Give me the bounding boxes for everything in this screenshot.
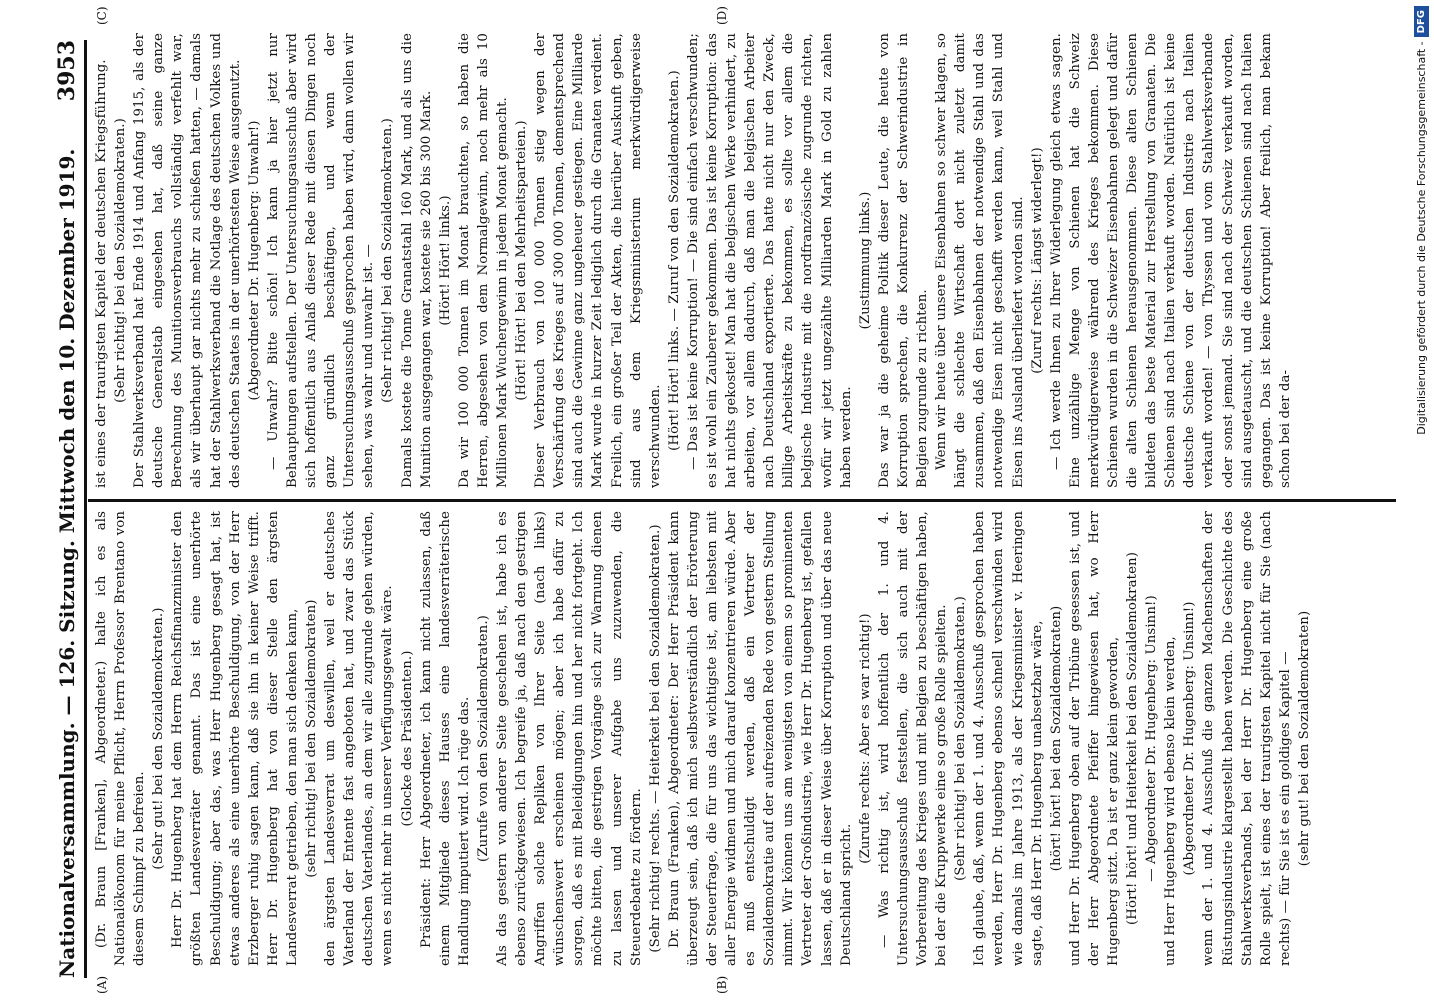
paragraph: Präsident: Herr Abgeordneter, ich kann nicht zulassen, daß einem Mitgliede dieses Hauses eine landesverräterische Handlung imputiert wird. Ich rüge das. <box>418 511 472 966</box>
paragraph: — Was richtig ist, wird hoffentlich der 1. und 4. Untersuchungsausschuß feststellen, die sich auch mit der Vorbereitung des Krieges und mit Belgien zu beschäftigen haben, bei der die Kruppwerke eine so große Rolle spielten. <box>876 511 950 966</box>
interjection: (Zurufe von den Sozialdemokraten.) <box>475 615 491 862</box>
interjection: (hört! hört! bei den Sozialdemokraten) <box>1048 605 1064 872</box>
interjection: (Abgeordneter Dr. Hugenberg: Unsinn!) <box>1182 601 1198 876</box>
running-header <box>50 40 87 978</box>
paragraph: und Herr Dr. Hugenberg oben auf der Tribüne gesessen ist, und der Herr Abgeordnete Pfeiffer hingewiesen hat, wo Herr Hugenberg sitzt. Da ist er ganz klein geworden, <box>1067 511 1121 966</box>
paragraph: ist eines der traurigsten Kapitel der deutschen Kriegsführung. <box>94 59 109 488</box>
interjection: (Zustimmung links.) <box>857 191 873 330</box>
paragraph: Herr Dr. Hugenberg hat dem Herrn Reichsfinanzminister den größten Landesverräter genannt. Das ist eine unerhörte Beschuldigung; aber das, was Herr Hugenberg gesagt hat, ist etwas anderes als eine unerhörte Beschuldigung, von der Herr Erzberger ruhig sagen kann, daß sie ihn in keiner Weise trifft. Herr Dr. Hugenberg hat von dieser Stelle den ärgsten Landesverrat getrieben, den man sich denken kann, <box>170 511 300 966</box>
paragraph: Als das gestern von anderer Seite geschehen ist, habe ich es ebenso zurückgewiesen. Ich begreife ja, daß nach den gestrigen Angriffen solche Repliken von Ihrer Seite (nach links) wünschenswert erscheinen mögen; aber ich habe dafür zu sorgen, daß es mit Beleidigungen hin und her nicht fortgeht. Ich möchte bitten, die gestrigen Vorgänge sich zur Warnung dienen zu lassen und unserer Aufgabe uns zuzuwenden, die Steuerdebatte zu fördern. <box>494 511 644 966</box>
paragraph: Der Stahlwerksverband hat Ende 1914 und Anfang 1915, als der deutsche Generalstab eingesehen hat, daß seine ganze Berechnung des Munitionsverbrauchs vollständig verfehlt war, als wir überhaupt gar nichts mehr zu schießen hatten, — damals hat der Stahlwerksverband die Notlage des deutschen Volkes und des deutschen Staates in der unerhörtesten Weise ausgenutzt. <box>132 33 243 488</box>
interjection: (Sehr richtig! bei den Sozialdemokraten.) <box>380 118 396 403</box>
interjection: (sehr richtig! bei den Sozialdemokraten) <box>304 599 320 878</box>
margin-mark-b: (B) <box>715 975 729 994</box>
interjection: — Abgeordneter Dr. Hugenberg: Unsinn!) <box>1144 595 1160 882</box>
interjection: (Zuruf rechts: Längst widerlegt!) <box>1029 147 1045 374</box>
interjection: (sehr gut! bei den Sozialdemokraten) <box>1296 610 1312 867</box>
page-number: 3953 <box>54 40 80 102</box>
right-column <box>92 33 1396 488</box>
paragraph: Dr. Braun (Franken), Abgeordneter: Der Herr Präsident kann überzeugt sein, daß ich mich selbstverständlich der Erörterung der Steuerfrage, die für uns das wichtigste ist, am liebsten mit aller Energie widmen und mich darauf konzentrieren würde. Aber es muß entschuldigt werden, daß ein Vertreter der Sozialdemokratie auf der aufreizenden Rede von gestern Stellung nimmt. Wir können uns am wenigsten von einem so prominenten Vertreter der Großindustrie, wie Herr Dr. Hugenberg ist, gefallen lassen, daß er in dieser Weise über Korruption und über das neue Deutschland spricht. <box>666 511 854 966</box>
interjection: (Glocke des Präsidenten.) <box>399 650 415 827</box>
paragraph: Ich glaube, daß, wenn der 1. und 4. Ausschuß gesprochen haben werden, Herr Dr. Hugenberg ebenso schnell verschwinden wird wie damals im Jahre 1913, als der Kriegsminister v. Heeringen sagte, daß Herr Dr. Hugenberg unabsetzbar wäre, <box>972 511 1045 966</box>
margin-mark-c: (C) <box>95 6 109 25</box>
paragraph: — Unwahr? Bitte schön! Ich kann ja hier jetzt nur Behauptungen aufstellen. Der Untersuchungsausschuß aber wird sich hoffentlich aus Anlaß dieser Rede mit diesen Dingen noch ganz gründlich beschäftigen, und wenn der Untersuchungsausschuß gesprochen haben wird, dann wollen wir sehen, was wahr und unwahr ist. — <box>265 33 377 488</box>
interjection: (Sehr richtig! rechts. — Heiterkeit bei den Sozialdemokraten.) <box>647 524 663 953</box>
interjection: (Sehr richtig! bei den Sozialdemokraten.) <box>953 596 969 881</box>
paragraph: (Dr. Braun [Franken], Abgeordneter.) halte ich es als Nationalökonom für meine Pflicht, Herrn Professor Brentano von diesem Schimpf zu befreien. <box>94 511 148 966</box>
interjection: (Hört! hört! und Heiterkeit bei den Sozialdemokraten) <box>1125 552 1141 925</box>
paragraph: den ärgsten Landesverrat um deswillen, weil er deutsches Vaterland der Entente fast angeboten hat, und zwar das Stück deutschen Vaterlandes, an dem wir alle zugrunde gehen würden, wenn es nicht mehr in unserer Verfügungsgewalt wäre. <box>323 511 396 966</box>
paragraph: Wenn wir heute über unsere Eisenbahnen so schwer klagen, so hängt die schlechte Wirtschaft dort nicht zuletzt damit zusammen, daß den Eisenbahnen der notwendige Stahl und das notwendige Eisen nicht geschafft werden kann, weil Stahl und Eisen ins Ausland überliefert worden sind. <box>934 33 1026 488</box>
header-title: Nationalversammlung. — 126. Sitzung. Mittwoch den 10. Dezember 1919. <box>55 148 79 978</box>
paragraph: — Ich werde Ihnen zu Ihrer Widerlegung gleich etwas sagen. Eine unzählige Menge von Schienen hat die Schweiz merkwürdigerweise während des Krieges bekommen. Diese Schienen wurden in die Schweizer Eisenbahnen gelegt und dafür die alten Schienen herausgenommen. Diese alten Schienen bildeten das beste Material zur Herstellung von Granaten. Die Schienen sind nach Italien verkauft worden. Natürlich ist keine deutsche Schiene von der deutschen Industrie nach Italien verkauft worden! — von Thyssen und vom Stahlwerksverbande oder sonst jemand. Sie sind nach der Schweiz verkauft worden, sind ausgetauscht, und die deutschen Schienen sind nach Italien gegangen. Das ist keine Korruption! Aber freilich, man bekam schon bei der da- <box>1048 33 1293 488</box>
interjection: (Hört! Hört! bei den Mehrheitsparteien.) <box>514 120 530 401</box>
interjection: (Abgeordneter Dr. Hugenberg: Unwahr!) <box>246 120 262 401</box>
credit-text: Digitalisierung gefördert durch die Deutsche Forschungsgemeinschaft - <box>1414 41 1428 435</box>
interjection: (Hört! Hört! links.) <box>437 195 453 326</box>
paragraph: Damals kostete die Tonne Granatstahl 160 Mark, und als uns die Munition ausgegangen war, kostete sie 260 bis 300 Mark. <box>399 33 434 488</box>
column-divider <box>88 499 1396 502</box>
margin-mark-d: (D) <box>715 6 729 25</box>
paragraph: Dieser Verbrauch von 100 000 Tonnen stieg wegen der Verschärfung des Krieges auf 300 000 Tonnen, dementsprechend sind auch die Gewinne ganz ungeheuer gestiegen. Eine Milliarde Mark wurde in kurzer Zeit lediglich durch die Granaten verdient. Freilich, ein großer Teil der Akten, die hierüber Auskunft geben, sind aus dem Kriegsministerium merkwürdigerweise verschwunden. <box>533 33 663 488</box>
interjection: (Zurufe rechts: Aber es war richtig!) <box>857 613 873 864</box>
margin-mark-a: (A) <box>95 975 109 994</box>
paragraph: Das war ja die geheime Politik dieser Leute, die heute von Korruption sprechen, die Konkurrenz der Schwerindustrie in Belgien zugrunde zu richten. <box>876 33 931 488</box>
side-credit <box>1408 0 1434 1000</box>
interjection: (Sehr richtig! bei den Sozialdemokraten.) <box>113 118 129 403</box>
interjection: (Hört! Hört! links. — Zuruf von den Sozialdemokraten.) <box>666 70 682 451</box>
paragraph: — Das ist keine Korruption! — Die sind einfach verschwunden; es ist wohl ein Zauberer gekommen. Das ist keine Korruption: das hat nichts gekostet! Man hat die belgischen Werke verhindert, zu arbeiten, vor allem dadurch, daß man die belgischen Arbeiter nach Deutschland exportierte. Das hatte nicht nur den Zweck, billige Arbeitskräfte zu bekommen, es sollte vor allem die belgische Industrie mit die nordfranzösische zugrunde richten, wofür wir jetzt ungezählte Milliarden Mark in Gold zu zahlen haben werden. <box>685 33 854 488</box>
interjection: (Sehr gut! bei den Sozialdemokraten.) <box>151 607 167 870</box>
paragraph: Da wir 100 000 Tonnen im Monat brauchten, so haben die Herren, abgesehen von dem Normalgewinn, noch mehr als 10 Millionen Mark Wuchergewinn in jedem Monat gemacht. <box>456 33 510 488</box>
paragraph: wenn der 1. und 4. Ausschuß die ganzen Machenschaften der Rüstungsindustrie klargestellt haben werden. Die Geschichte des Stahlwerksverbands, bei der Herr Dr. Hugenberg eine große Rolle spielt, ist eines der traurigsten Kapitel nicht für Sie (nach rechts) — für Sie ist es ein goldiges Kapitel — <box>1201 511 1293 966</box>
dfg-logo: DFG <box>1414 6 1429 37</box>
paragraph: und Herr Hugenberg wird ebenso klein werden, <box>1163 636 1179 966</box>
left-column <box>92 511 1396 966</box>
